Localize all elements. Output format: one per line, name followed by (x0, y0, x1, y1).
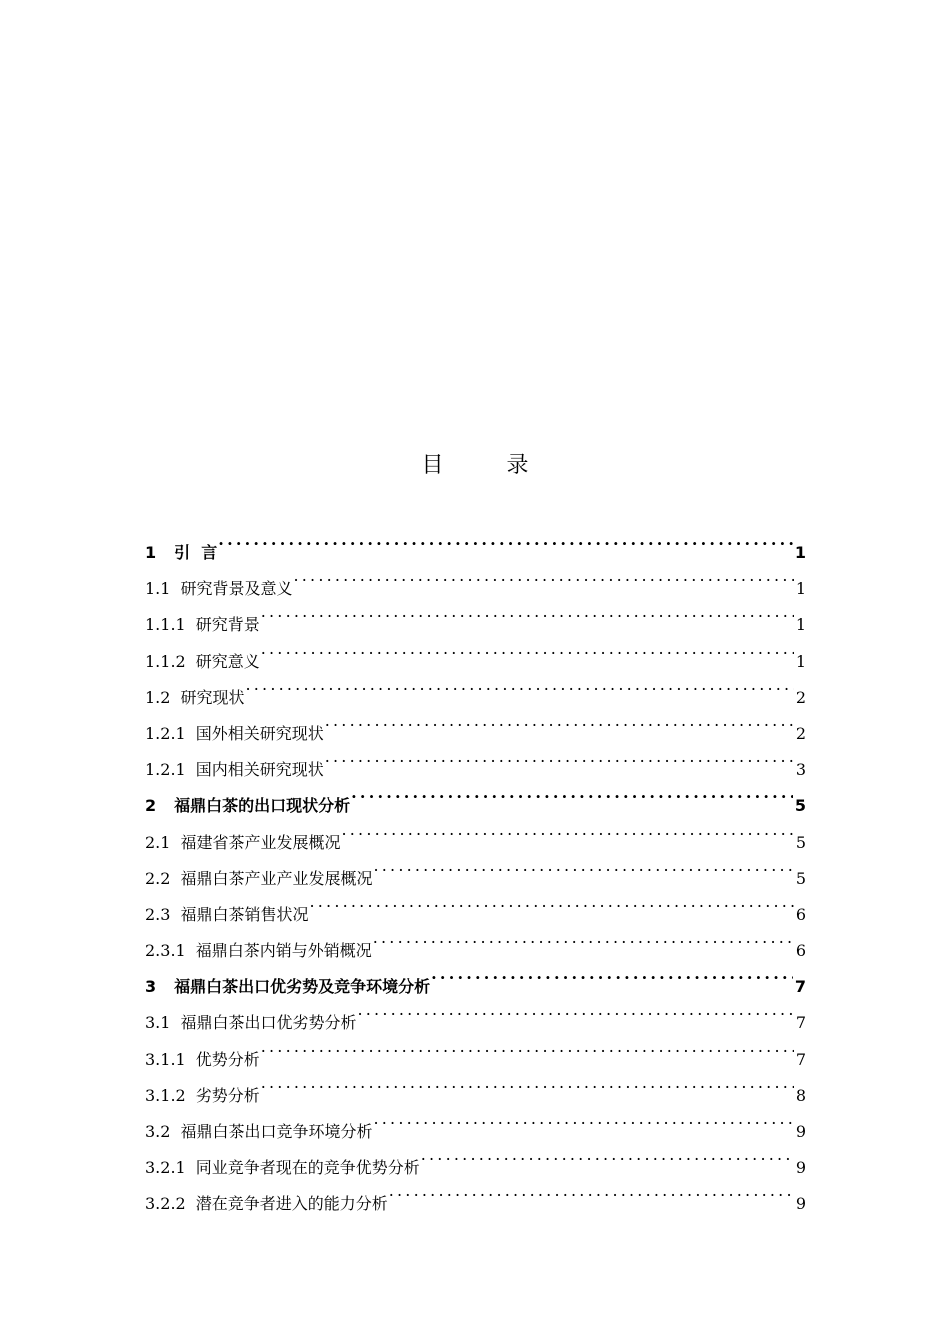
toc-entry-label: 福鼎白茶产业产业发展概况 (180, 868, 373, 888)
toc-entry-number: 3.2 (145, 1122, 171, 1141)
toc-entry[interactable] (145, 558, 806, 599)
toc-entry-page-number: 9 (795, 1194, 806, 1214)
toc-entry-heading (145, 680, 244, 716)
toc-entry-number: 2.1 (145, 832, 171, 852)
table-of-contents (145, 522, 806, 1214)
toc-entry-label: 劣势分析 (195, 1085, 260, 1105)
toc-dot-leader (260, 1065, 794, 1101)
toc-entry-heading (145, 752, 324, 788)
toc-entry-number: 1.2.1 (145, 723, 186, 743)
toc-entry-number: 1 (145, 543, 157, 562)
toc-entry-page-number: 7 (795, 1013, 806, 1033)
toc-entry-number: 3.1.2 (145, 1085, 186, 1105)
toc-dot-leader (430, 956, 793, 992)
toc-dot-leader (340, 812, 793, 848)
toc-dot-leader (292, 558, 793, 594)
toc-entry-heading (145, 788, 350, 824)
toc-entry-page-number: 6 (795, 941, 806, 961)
toc-entry-page-number: 1 (794, 543, 806, 562)
toc-entry-label: 研究意义 (195, 651, 260, 671)
toc-dot-leader (324, 739, 794, 775)
toc-entry-number: 1.2.1 (145, 760, 186, 780)
toc-entry-number: 2.3 (145, 904, 171, 924)
toc-dot-leader (388, 1173, 794, 1209)
toc-entry-label: 福鼎白茶出口优劣势分析 (180, 1013, 357, 1033)
toc-entry-page-number: 2 (795, 723, 806, 743)
toc-entry-label: 国外相关研究现状 (195, 723, 324, 743)
toc-entry-heading (145, 1114, 372, 1150)
toc-entry-number: 3 (145, 977, 157, 997)
toc-dot-leader (260, 1029, 794, 1065)
toc-entry-heading (145, 1042, 260, 1078)
toc-entry-number: 3.1 (145, 1013, 171, 1033)
toc-entry-label: 国内相关研究现状 (195, 760, 324, 780)
toc-entry-label: 福鼎白茶销售状况 (180, 904, 309, 924)
toc-dot-leader (372, 1101, 793, 1137)
toc-entry-label: 福鼎白茶出口优劣势及竞争环境分析 (174, 977, 431, 997)
toc-entry-heading (145, 644, 260, 680)
toc-entry-label: 同业竞争者现在的竞争优势分析 (195, 1158, 420, 1178)
toc-entry-page-number: 9 (795, 1122, 806, 1141)
toc-entry-number: 2.3.1 (145, 941, 186, 961)
toc-entry-page-number: 1 (795, 579, 806, 599)
toc-entry-label: 研究现状 (180, 687, 245, 707)
toc-entry-number: 3.2.2 (145, 1194, 186, 1214)
toc-entry-label: 福鼎白茶的出口现状分析 (174, 796, 351, 816)
toc-dot-leader (324, 703, 794, 739)
toc-entry-label: 福鼎白茶内销与外销概况 (195, 941, 372, 961)
toc-entry-page-number: 1 (795, 651, 806, 671)
toc-dot-leader (244, 667, 793, 703)
toc-title: 目 录 (421, 453, 557, 478)
toc-entry-number: 2.2 (145, 868, 171, 888)
toc-entry-label: 优势分析 (195, 1049, 260, 1069)
toc-entry-page-number: 7 (794, 977, 806, 997)
toc-entry-page-number: 5 (794, 796, 806, 816)
toc-entry-page-number: 1 (795, 615, 806, 635)
toc-dot-leader (372, 848, 793, 884)
toc-dot-leader (420, 1137, 794, 1173)
toc-entry-heading (145, 607, 260, 643)
toc-dot-leader (350, 775, 793, 811)
toc-entry-number: 2 (145, 796, 157, 816)
toc-entry-page-number: 9 (795, 1158, 806, 1178)
toc-entry-heading (145, 897, 308, 933)
toc-dot-leader (260, 594, 794, 630)
toc-dot-leader (356, 992, 793, 1028)
toc-entry-page-number: 2 (795, 687, 806, 707)
toc-dot-leader (308, 884, 793, 920)
toc-entry-label: 福鼎白茶出口竞争环境分析 (180, 1122, 373, 1141)
toc-entry-page-number: 7 (795, 1049, 806, 1069)
toc-entry-heading (145, 535, 217, 571)
toc-dot-leader (260, 631, 794, 667)
toc-entry-page-number: 5 (795, 868, 806, 888)
toc-entry-heading (145, 1186, 388, 1222)
toc-entry-heading (145, 933, 372, 969)
toc-entry-label: 研究背景及意义 (180, 579, 293, 599)
toc-entry-heading (145, 1078, 260, 1114)
toc-entry-label: 潜在竞争者进入的能力分析 (195, 1194, 388, 1214)
toc-entry[interactable] (145, 522, 806, 562)
toc-entry-label: 研究背景 (195, 615, 260, 635)
toc-entry-number: 1.1.2 (145, 651, 186, 671)
toc-entry-label: 引 言 (174, 543, 218, 562)
toc-entry-number: 3.2.1 (145, 1158, 186, 1178)
toc-dot-leader (372, 920, 794, 956)
toc-entry-page-number: 8 (795, 1085, 806, 1105)
toc-entry-number: 1.2 (145, 687, 171, 707)
toc-entry-number: 3.1.1 (145, 1049, 186, 1069)
toc-dot-leader (217, 522, 793, 558)
toc-entry-page-number: 3 (795, 760, 806, 780)
toc-entry-heading (145, 1150, 420, 1186)
toc-entry-label: 福建省茶产业发展概况 (180, 832, 341, 852)
toc-entry-page-number: 6 (795, 904, 806, 924)
toc-entry-page-number: 5 (795, 832, 806, 852)
toc-entry-heading (145, 716, 324, 752)
toc-entry[interactable] (145, 667, 806, 707)
toc-entry-number: 1.1 (145, 579, 171, 599)
toc-entry-number: 1.1.1 (145, 615, 186, 635)
toc-entry-heading (145, 825, 340, 861)
